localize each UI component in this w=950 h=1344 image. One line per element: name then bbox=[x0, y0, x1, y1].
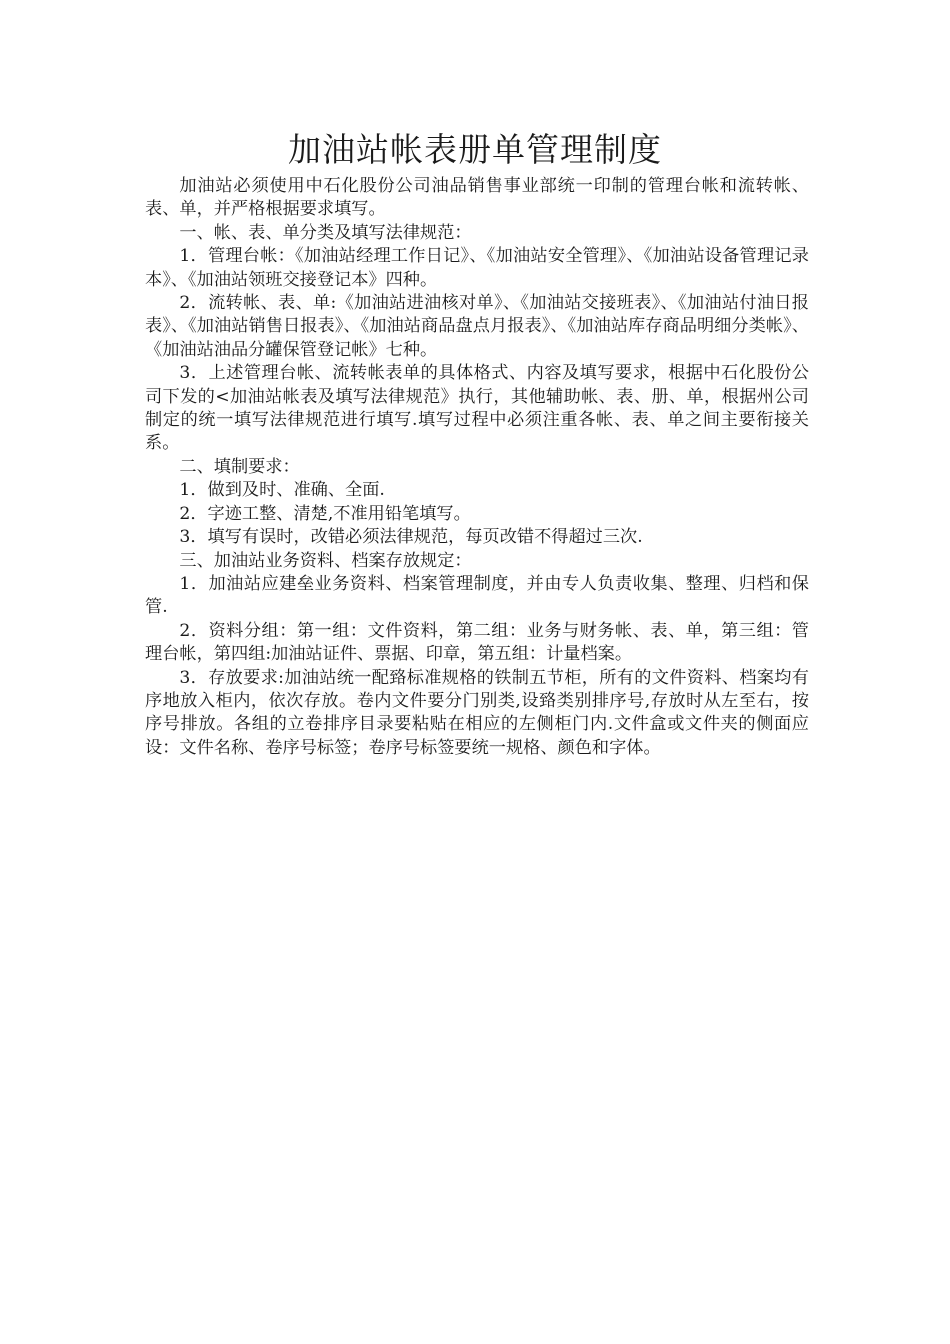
section-heading-3: 三、加油站业务资料、档案存放规定： bbox=[179, 550, 472, 571]
section-heading-1: 一、帐、表、单分类及填写法律规范： bbox=[179, 222, 472, 243]
section-2-item-3: 3．填写有误时，改错必须法律规范，每页改错不得超过三次. bbox=[179, 527, 643, 548]
section-1-item-2: 2．流转帐、表、单:《加油站进油核对单》、《加油站交接班表》、《加油站付油日报表》、《加油站销售日报表》、《加油站商品盘点月报表》、《加油站库存商品明细分类帐》、《加油站油品分罐保管登记帐》七种。 bbox=[145, 293, 809, 360]
section-1-item-3: 3．上述管理台帐、流转帐表单的具体格式、内容及填写要求，根据中石化股份公司下发的<加油站帐表及填写法律规范》执行，其他辅助帐、表、册、单，根据州公司制定的统一填写法律规范进行填写.填写过程中必须注重各帐、表、单之间主要衔接关系。 bbox=[145, 363, 809, 454]
section-heading-2: 二、填制要求： bbox=[179, 456, 300, 477]
section-2-item-2: 2．字迹工整、清楚,不准用铅笔填写。 bbox=[179, 503, 471, 524]
section-3-item-1: 1．加油站应建垒业务资料、档案管理制度，并由专人负责收集、整理、归档和保管. bbox=[145, 573, 809, 618]
section-3-item-2: 2．资料分组：第一组：文件资料，第二组：业务与财务帐、表、单，第三组：管理台帐，第四组:加油站证件、票据、印章，第五组：计量档案。 bbox=[145, 620, 809, 665]
section-2-item-1: 1．做到及时、准确、全面. bbox=[179, 480, 385, 501]
document-body bbox=[145, 175, 809, 760]
intro-paragraph: 加油站必须使用中石化股份公司油品销售事业部统一印制的管理台帐和流转帐、表、单，并严格根据要求填写。 bbox=[145, 176, 809, 220]
section-3-item-3: 3．存放要求:加油站统一配臵标准规格的铁制五节柜，所有的文件资料、档案均有序地放入柜内，依次存放。卷内文件要分门别类,设臵类别排序号,存放时从左至右，按序号排放。各组的立卷排序目录要粘贴在相应的左侧柜门内.文件盒或文件夹的侧面应设：文件名称、卷序号标签；卷序号标签要统一规格、颜色和字体。 bbox=[145, 667, 809, 758]
document-title: 加油站帐表册单管理制度 bbox=[288, 130, 662, 169]
section-1-item-1: 1．管理台帐：《加油站经理工作日记》、《加油站安全管理》、《加油站设备管理记录本》、《加油站领班交接登记本》四种。 bbox=[145, 246, 809, 290]
